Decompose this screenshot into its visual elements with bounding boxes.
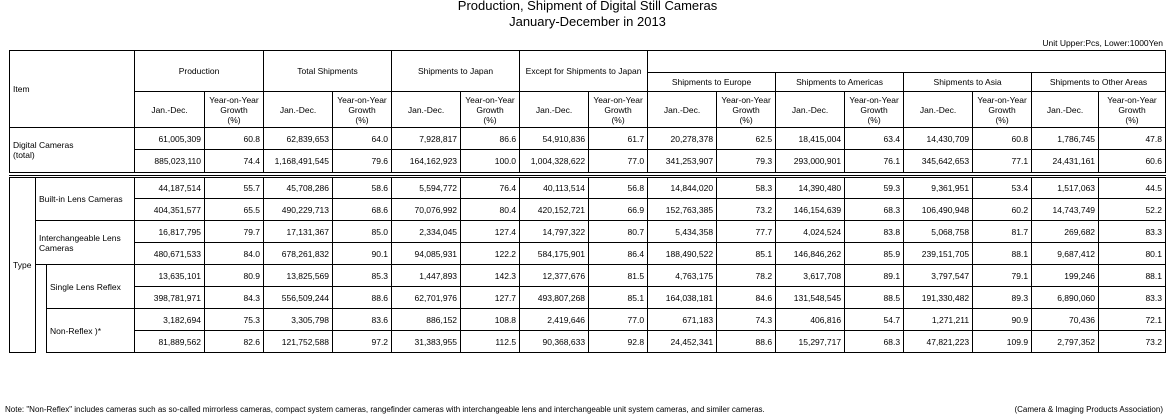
jan-dec-header: Jan.-Dec. [1032,92,1099,128]
data-cell: 14,390,480 [776,177,845,199]
yoy-header [1099,92,1166,128]
data-cell: 886,152 [392,309,461,331]
data-cell: 64.0 [333,128,392,150]
data-cell: 84.6 [717,287,776,309]
digital-cameras-label [10,128,135,173]
item-header: Item [10,51,135,128]
yoy-label: Year-on-Year Growth [337,94,387,115]
yoy-label: Year-on-Year Growth [593,94,643,115]
data-cell: 85.9 [845,243,904,265]
data-cell: 88.6 [333,287,392,309]
data-cell: 84.0 [205,243,264,265]
data-cell: 72.1 [1099,309,1166,331]
yoy-label: Year-on-Year Growth [849,94,899,115]
digital-cameras-text: Digital Cameras [13,140,74,150]
data-cell: 341,253,907 [648,150,717,173]
data-cell: 2,334,045 [392,221,461,243]
data-cell: 5,434,358 [648,221,717,243]
data-cell: 345,642,653 [904,150,973,173]
data-cell: 62,701,976 [392,287,461,309]
data-cell: 92.8 [589,331,648,353]
data-cell: 164,038,181 [648,287,717,309]
data-cell: 404,351,577 [135,199,205,221]
data-cell: 78.2 [717,265,776,287]
data-cell: 44,187,514 [135,177,205,199]
data-cell: 90.9 [973,309,1032,331]
yoy-header [461,92,520,128]
data-cell: 88.1 [973,243,1032,265]
pct-label: (%) [739,114,753,125]
data-cell: 3,617,708 [776,265,845,287]
except-japan-header: Except for Shipments to Japan [520,51,648,92]
data-cell: 7,928,817 [392,128,461,150]
data-cell: 76.1 [845,150,904,173]
data-cell: 493,807,268 [520,287,589,309]
built-in-label: Built-in Lens Cameras [36,177,135,221]
data-cell: 480,671,533 [135,243,205,265]
data-cell: 14,844,020 [648,177,717,199]
data-cell: 88.1 [1099,265,1166,287]
data-cell: 83.8 [845,221,904,243]
overseas-header-band [648,51,1166,73]
data-cell: 79.6 [333,150,392,173]
yoy-header [717,92,776,128]
yoy-header [205,92,264,128]
source-credit: (Camera & Imaging Products Association) [1014,405,1163,414]
data-cell: 81.7 [973,221,1032,243]
data-cell: 16,817,795 [135,221,205,243]
data-cell: 109.9 [973,331,1032,353]
yoy-label: Year-on-Year Growth [465,94,515,115]
yoy-label: Year-on-Year Growth [209,94,259,115]
data-cell: 47,821,223 [904,331,973,353]
pct-label: (%) [227,114,241,125]
data-cell: 3,797,547 [904,265,973,287]
data-cell: 61.7 [589,128,648,150]
data-cell: 5,068,758 [904,221,973,243]
data-cell: 4,024,524 [776,221,845,243]
data-cell: 1,447,893 [392,265,461,287]
pct-label: (%) [995,114,1009,125]
data-cell: 47.8 [1099,128,1166,150]
data-cell: 89.3 [973,287,1032,309]
data-cell: 90,368,633 [520,331,589,353]
jan-dec-header: Jan.-Dec. [392,92,461,128]
data-cell: 68.3 [845,199,904,221]
data-cell: 24,431,161 [1032,150,1099,173]
data-cell: 94,085,931 [392,243,461,265]
data-cell: 127.4 [461,221,520,243]
data-cell: 199,246 [1032,265,1099,287]
pct-label: (%) [355,114,369,125]
data-cell: 73.2 [1099,331,1166,353]
americas-header: Shipments to Americas [776,73,904,92]
data-cell: 54,910,836 [520,128,589,150]
data-cell: 97.2 [333,331,392,353]
data-cell: 293,000,901 [776,150,845,173]
data-cell: 81,889,562 [135,331,205,353]
data-cell: 58.6 [333,177,392,199]
data-cell: 146,846,262 [776,243,845,265]
shipment-table [9,50,1166,353]
data-cell: 2,419,646 [520,309,589,331]
yoy-label: Year-on-Year Growth [977,94,1027,115]
data-cell: 79.7 [205,221,264,243]
data-cell: 17,131,367 [264,221,333,243]
data-cell: 62,839,653 [264,128,333,150]
pct-label: (%) [483,114,497,125]
page-title: Production, Shipment of Digital Still Cameras [457,0,718,13]
data-cell: 83.6 [333,309,392,331]
data-cell: 76.4 [461,177,520,199]
data-cell: 671,183 [648,309,717,331]
production-header: Production [135,51,264,92]
yoy-header [845,92,904,128]
data-cell: 14,743,749 [1032,199,1099,221]
data-cell: 55.7 [205,177,264,199]
data-cell: 61,005,309 [135,128,205,150]
data-cell: 31,383,955 [392,331,461,353]
data-cell: 9,687,412 [1032,243,1099,265]
data-cell: 1,271,211 [904,309,973,331]
data-cell: 88.6 [717,331,776,353]
data-cell: 80.1 [1099,243,1166,265]
data-cell: 79.1 [973,265,1032,287]
data-cell: 77.0 [589,309,648,331]
footnote: Note: "Non-Reflex" includes cameras such as so-called mirrorless cameras, compact system cameras, rangefinder cameras with interchangeable lens and interchangeable unit system cameras, and similer cameras. [5,405,765,414]
asia-header: Shipments to Asia [904,73,1032,92]
data-cell: 1,786,745 [1032,128,1099,150]
other-areas-header: Shipments to Other Areas [1032,73,1166,92]
data-cell: 59.3 [845,177,904,199]
data-cell: 9,361,951 [904,177,973,199]
data-cell: 82.6 [205,331,264,353]
data-cell: 1,517,063 [1032,177,1099,199]
data-cell: 121,752,588 [264,331,333,353]
data-cell: 108.8 [461,309,520,331]
data-cell: 56.8 [589,177,648,199]
data-cell: 40,113,514 [520,177,589,199]
page-subtitle: January-December in 2013 [509,14,666,29]
data-cell: 68.3 [845,331,904,353]
data-cell: 80.9 [205,265,264,287]
non-reflex-label: Non-Reflex )* [47,309,135,353]
data-cell: 77.1 [973,150,1032,173]
slr-label: Single Lens Reflex [47,265,135,309]
data-cell: 112.5 [461,331,520,353]
interchangeable-label: Interchangeable Lens Cameras [36,221,135,265]
data-cell: 83.3 [1099,221,1166,243]
data-cell: 70,436 [1032,309,1099,331]
data-cell: 18,415,004 [776,128,845,150]
data-cell: 12,377,676 [520,265,589,287]
jan-dec-header: Jan.-Dec. [135,92,205,128]
data-cell: 3,305,798 [264,309,333,331]
data-cell: 6,890,060 [1032,287,1099,309]
data-cell: 556,509,244 [264,287,333,309]
yoy-header [589,92,648,128]
data-cell: 885,023,110 [135,150,205,173]
data-cell: 86.6 [461,128,520,150]
data-cell: 490,229,713 [264,199,333,221]
data-cell: 106,490,948 [904,199,973,221]
jan-dec-header: Jan.-Dec. [648,92,717,128]
data-cell: 73.2 [717,199,776,221]
type-label: Type [10,177,36,353]
data-cell: 60.8 [973,128,1032,150]
data-cell: 80.7 [589,221,648,243]
data-cell: 13,635,101 [135,265,205,287]
data-cell: 77.0 [589,150,648,173]
data-cell: 127.7 [461,287,520,309]
data-cell: 131,548,545 [776,287,845,309]
data-cell: 5,594,772 [392,177,461,199]
pct-label: (%) [867,114,881,125]
data-cell: 74.3 [717,309,776,331]
data-cell: 77.7 [717,221,776,243]
data-cell: 70,076,992 [392,199,461,221]
data-cell: 85.1 [717,243,776,265]
data-cell: 14,797,322 [520,221,589,243]
data-cell: 4,763,175 [648,265,717,287]
pct-label: (%) [1125,114,1139,125]
data-cell: 45,708,286 [264,177,333,199]
total-shipments-header: Total Shipments [264,51,392,92]
europe-header: Shipments to Europe [648,73,776,92]
data-cell: 74.4 [205,150,264,173]
data-cell: 60.2 [973,199,1032,221]
data-cell: 100.0 [461,150,520,173]
data-cell: 54.7 [845,309,904,331]
data-cell: 62.5 [717,128,776,150]
yoy-label: Year-on-Year Growth [1107,94,1157,115]
data-cell: 14,430,709 [904,128,973,150]
jan-dec-header: Jan.-Dec. [264,92,333,128]
ship-japan-header: Shipments to Japan [392,51,520,92]
pct-label: (%) [611,114,625,125]
data-cell: 406,816 [776,309,845,331]
data-cell: 1,004,328,622 [520,150,589,173]
data-cell: 88.5 [845,287,904,309]
data-cell: 584,175,901 [520,243,589,265]
data-cell: 58.3 [717,177,776,199]
jan-dec-header: Jan.-Dec. [520,92,589,128]
jan-dec-header: Jan.-Dec. [904,92,973,128]
data-cell: 81.5 [589,265,648,287]
data-cell: 85.0 [333,221,392,243]
data-cell: 1,168,491,545 [264,150,333,173]
data-cell: 164,162,923 [392,150,461,173]
data-cell: 68.6 [333,199,392,221]
data-cell: 86.4 [589,243,648,265]
data-cell: 152,763,385 [648,199,717,221]
unit-note: Unit Upper:Pcs, Lower:1000Yen [1042,38,1163,48]
data-cell: 80.4 [461,199,520,221]
data-cell: 66.9 [589,199,648,221]
data-cell: 60.8 [205,128,264,150]
indent-cell [36,265,47,353]
data-cell: 146,154,639 [776,199,845,221]
data-cell: 142.3 [461,265,520,287]
yoy-label: Year-on-Year Growth [721,94,771,115]
data-cell: 84.3 [205,287,264,309]
data-cell: 75.3 [205,309,264,331]
data-cell: 239,151,705 [904,243,973,265]
data-cell: 3,182,694 [135,309,205,331]
jan-dec-header: Jan.-Dec. [776,92,845,128]
data-cell: 2,797,352 [1032,331,1099,353]
data-cell: 85.1 [589,287,648,309]
data-cell: 122.2 [461,243,520,265]
data-cell: 60.6 [1099,150,1166,173]
data-cell: 52.2 [1099,199,1166,221]
data-cell: 89.1 [845,265,904,287]
data-cell: 188,490,522 [648,243,717,265]
data-cell: 53.4 [973,177,1032,199]
data-cell: 63.4 [845,128,904,150]
data-cell: 15,297,717 [776,331,845,353]
data-cell: 65.5 [205,199,264,221]
yoy-header [973,92,1032,128]
data-cell: 44.5 [1099,177,1166,199]
total-text: (total) [13,150,35,160]
data-cell: 678,261,832 [264,243,333,265]
data-cell: 420,152,721 [520,199,589,221]
data-cell: 83.3 [1099,287,1166,309]
data-cell: 398,781,971 [135,287,205,309]
data-cell: 85.3 [333,265,392,287]
data-cell: 191,330,482 [904,287,973,309]
data-cell: 13,825,569 [264,265,333,287]
data-cell: 90.1 [333,243,392,265]
yoy-header [333,92,392,128]
data-cell: 79.3 [717,150,776,173]
data-cell: 269,682 [1032,221,1099,243]
data-cell: 24,452,341 [648,331,717,353]
data-cell: 20,278,378 [648,128,717,150]
